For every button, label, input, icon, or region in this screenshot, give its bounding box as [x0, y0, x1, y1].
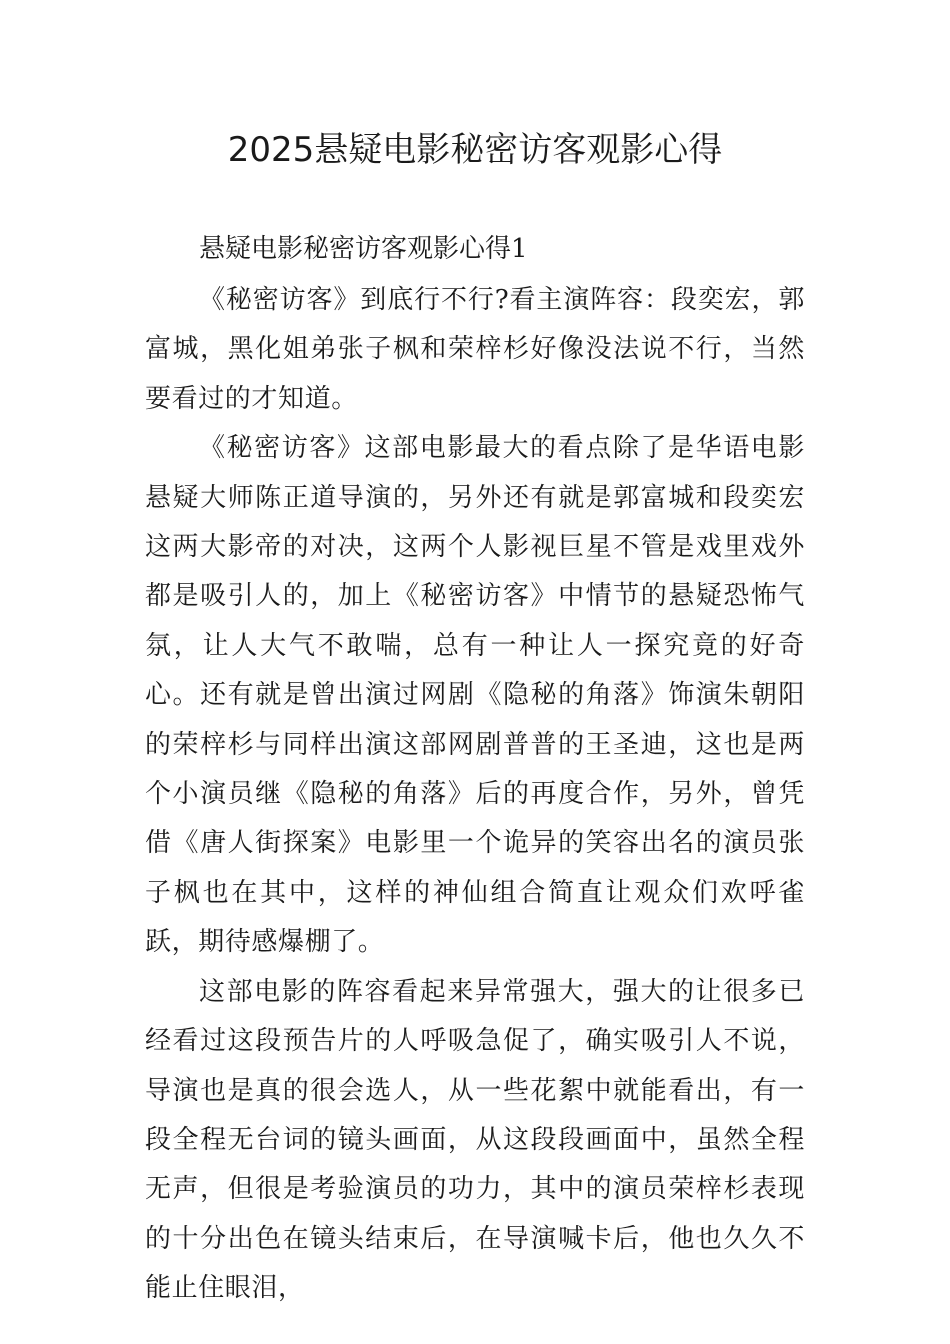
document-title: 2025悬疑电影秘密访客观影心得	[227, 130, 723, 170]
section-subtitle: 悬疑电影秘密访客观影心得1	[199, 234, 528, 264]
paragraph-1: 《秘密访客》到底行不行?看主演阵容：段奕宏，郭富城，黑化姐弟张子枫和荣梓杉好像没法说不行，当然要看过的才知道。	[145, 285, 805, 414]
paragraph-3: 这部电影的阵容看起来异常强大，强大的让很多已经看过这段预告片的人呼吸急促了，确实吸引人不说，导演也是真的很会选人，从一些花絮中就能看出，有一段全程无台词的镜头画面，从这段段画面中，虽然全程无声，但很是考验演员的功力，其中的演员荣梓杉表现的十分出色在镜头结束后，在导演喊卡后，他也久久不能止住眼泪，	[145, 976, 805, 1304]
paragraph-2: 《秘密访客》这部电影最大的看点除了是华语电影悬疑大师陈正道导演的，另外还有就是郭富城和段奕宏这两大影帝的对决，这两个人影视巨星不管是戏里戏外都是吸引人的，加上《秘密访客》中情节的悬疑恐怖气氛，让人大气不敢喘，总有一种让人一探究竟的好奇心。还有就是曾出演过网剧《隐秘的角落》饰演朱朝阳的荣梓杉与同样出演这部网剧普普的王圣迪，这也是两个小演员继《隐秘的角落》后的再度合作，另外，曾凭借《唐人街探案》电影里一个诡异的笑容出名的演员张子枫也在其中，这样的神仙组合简直让观众们欢呼雀跃，期待感爆棚了。	[145, 433, 805, 958]
document-body	[145, 222, 805, 1314]
